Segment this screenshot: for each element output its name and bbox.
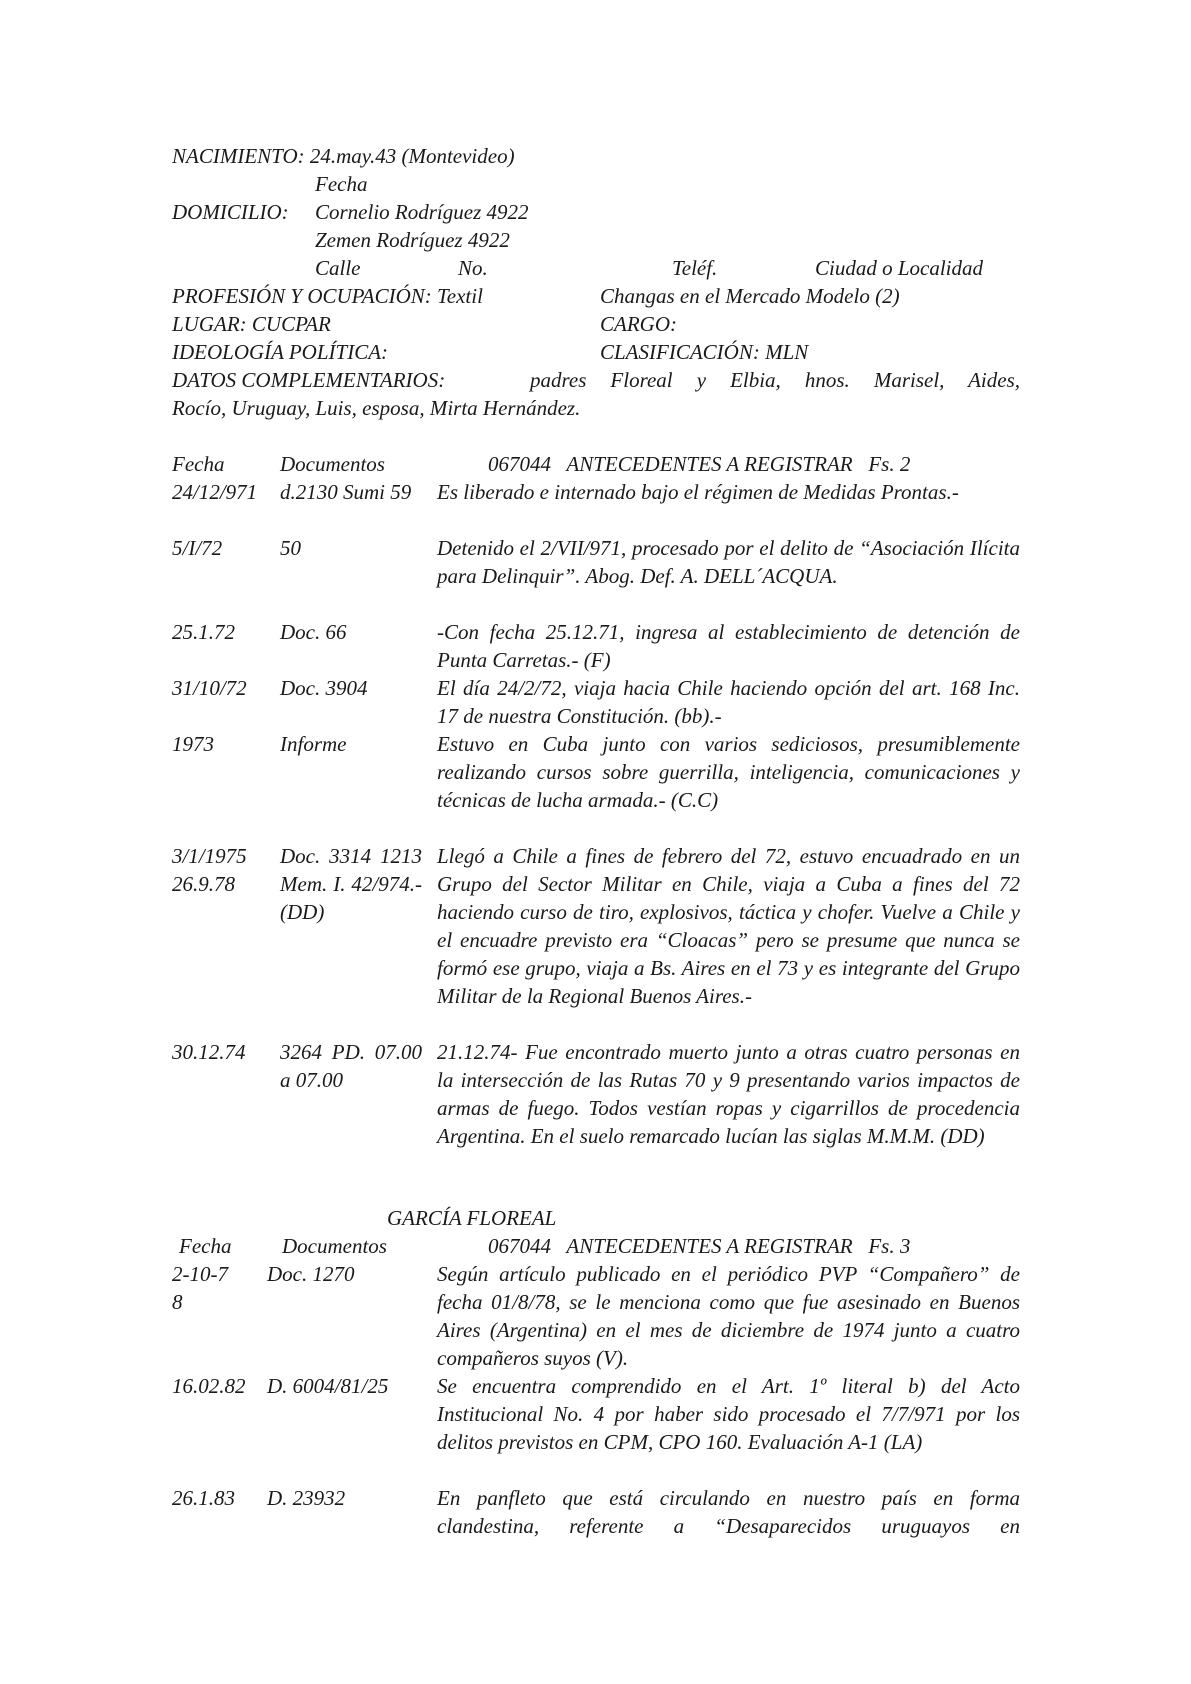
person-name-heading: GARCÍA FLOREAL <box>387 1206 557 1230</box>
caption-no: No. <box>458 256 488 280</box>
table1-row <box>172 1038 1020 1178</box>
row-text: En panfleto que está circulando en nuestro país en forma clandestina, referente a “Desaparecidos uruguayos en <box>437 1486 1020 1538</box>
clasificacion-line: CLASIFICACIÓN: MLN <box>600 340 809 364</box>
row-date: 25.1.72 <box>172 620 235 644</box>
table2-header-title: 067044 ANTECEDENTES A REGISTRAR Fs. 3 <box>488 1234 911 1258</box>
table1-header-fecha: Fecha <box>172 452 225 476</box>
table1-row <box>172 534 1020 618</box>
table1-row <box>172 618 1020 674</box>
table1-header-documentos: Documentos <box>280 452 385 476</box>
table2-header-fecha: Fecha <box>179 1234 232 1258</box>
row-text: Detenido el 2/VII/971, procesado por el delito de “Asociación Ilícita para Delinquir”. Abog. Def. A. DELL´ACQUA. <box>437 536 1020 588</box>
table1-row <box>172 842 1020 1038</box>
table2-row <box>172 1484 1020 1540</box>
row-text: Es liberado e internado bajo el régimen de Medidas Prontas.- <box>437 480 959 504</box>
profesion-extra: Changas en el Mercado Modelo (2) <box>600 284 900 308</box>
table1-row <box>172 730 1020 842</box>
row-doc: d.2130 Sumi 59 <box>280 480 412 504</box>
domicilio-value-2: Zemen Rodríguez 4922 <box>315 228 510 252</box>
row-date: 26.1.83 <box>172 1486 235 1510</box>
table2-row <box>172 1372 1020 1484</box>
row-date: 24/12/971 <box>172 480 258 504</box>
row-text: Se encuentra comprendido en el Art. 1º literal b) del Acto Institucional No. 4 por haber sido procesado el 7/7/971 por los delitos previstos en CPM, CPO 160. Evaluación A-1 (LA) <box>437 1374 1020 1454</box>
row-doc: Doc. 66 <box>280 620 347 644</box>
domicilio-label: DOMICILIO: <box>172 200 289 224</box>
row-date: 30.12.74 <box>172 1040 246 1064</box>
row-date: 2-10-78 <box>172 1262 228 1314</box>
caption-calle: Calle <box>315 256 361 280</box>
nacimiento-line <box>172 142 515 170</box>
datos-value-line2: Rocío, Uruguay, Luis, esposa, Mirta Hernández. <box>172 396 581 420</box>
row-doc: D. 23932 <box>267 1486 346 1510</box>
row-text: El día 24/2/72, viaja hacia Chile haciendo opción del art. 168 Inc. 17 de nuestra Constitución. (bb).- <box>437 676 1020 728</box>
table1-header-title: 067044 ANTECEDENTES A REGISTRAR Fs. 2 <box>488 452 911 476</box>
datos-value-line1: padres Floreal y Elbia, hnos. Marisel, Aides, <box>530 368 1020 392</box>
row-date: 16.02.82 <box>172 1374 246 1398</box>
nacimiento-label: NACIMIENTO: <box>172 144 305 168</box>
ideologia-line: IDEOLOGÍA POLÍTICA: <box>172 340 389 364</box>
row-date: 5/I/72 <box>172 536 223 560</box>
caption-ciudad: Ciudad o Localidad <box>815 256 984 280</box>
row-doc: Informe <box>280 732 347 756</box>
lugar-line: LUGAR: CUCPAR <box>172 312 331 336</box>
nacimiento-value: 24.may.43 (Montevideo) <box>309 144 515 168</box>
row-doc: Doc. 1270 <box>267 1262 355 1286</box>
row-doc: Doc. 3314 1213 Mem. I. 42/974.- (DD) <box>280 844 422 924</box>
datos-label: DATOS COMPLEMENTARIOS: <box>172 368 446 392</box>
row-date: 1973 <box>172 732 214 756</box>
table1-row <box>172 478 1020 534</box>
table2-row <box>172 1260 1020 1372</box>
profesion-line: PROFESIÓN Y OCUPACIÓN: Textil <box>172 284 483 308</box>
caption-telef: Teléf. <box>672 256 718 280</box>
table1-row <box>172 674 1020 730</box>
row-doc: Doc. 3904 <box>280 676 368 700</box>
domicilio-value-1: Cornelio Rodríguez 4922 <box>315 200 529 224</box>
row-text: Según artículo publicado en el periódico PVP “Compañero” de fecha 01/8/78, se le menciona como que fue asesinado en Buenos Aires (Argentina) en el mes de diciembre de 1974 junto a cuatro compañeros suyos (V). <box>437 1262 1020 1370</box>
cargo-line: CARGO: <box>600 312 677 336</box>
row-date: 31/10/72 <box>172 676 247 700</box>
row-text: -Con fecha 25.12.71, ingresa al establecimiento de detención de Punta Carretas.- (F) <box>437 620 1020 672</box>
table2-header-documentos: Documentos <box>282 1234 387 1258</box>
row-doc: 50 <box>280 536 301 560</box>
row-text: Llegó a Chile a fines de febrero del 72, estuvo encuadrado en un Grupo del Sector Militar en Chile, viaja a Cuba a fines del 72 haciendo curso de tiro, explosivos, táctica y chofer. Vuelve a Chile y el encuadre previsto era “Cloacas” pero se presume que nunca se formó ese grupo, viaja a Bs. Aires en el 73 y es integrante del Grupo Militar de la Regional Buenos Aires.- <box>437 844 1020 1008</box>
row-date: 3/1/1975 26.9.78 <box>172 844 247 896</box>
row-text: 21.12.74- Fue encontrado muerto junto a otras cuatro personas en la intersección de las Rutas 70 y 9 presentando varios impactos de armas de fuego. Todos vestían ropas y cigarrillos de procedencia Argentina. En el suelo remarcado lucían las siglas M.M.M. (DD) <box>437 1040 1020 1148</box>
row-doc: 3264 PD. 07.00 a 07.00 <box>280 1040 422 1092</box>
fecha-caption: Fecha <box>315 172 368 196</box>
row-doc: D. 6004/81/25 <box>267 1374 389 1398</box>
row-text: Estuvo en Cuba junto con varios sediciosos, presumiblemente realizando cursos sobre guerrilla, inteligencia, comunicaciones y técnicas de lucha armada.- (C.C) <box>437 732 1020 812</box>
